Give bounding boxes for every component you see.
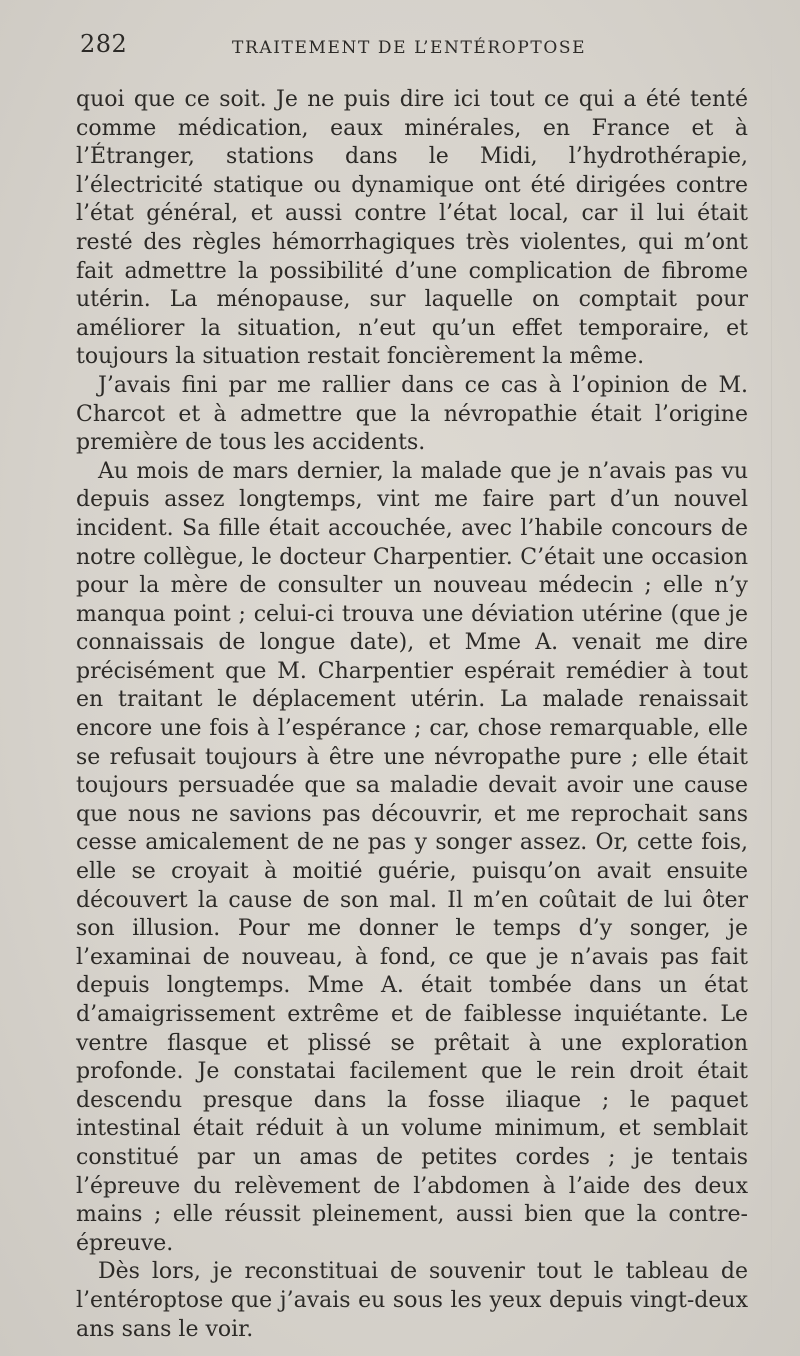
page-fold-shadow [771, 0, 772, 1356]
page-number: 282 [80, 30, 128, 58]
running-title: TRAITEMENT DE L’ENTÉROPTOSE [232, 38, 587, 58]
body-text [76, 86, 748, 1344]
paragraph-4: Dès lors, je reconstituai de souvenir tout le tableau de l’entéroptose que j’avais eu sous les yeux depuis vingt-deux ans sans le voir. [76, 1259, 748, 1342]
paragraph-3: Au mois de mars dernier, la malade que je n’avais pas vu depuis assez longtemps, vint me faire part d’un nouvel incident. Sa fille était accouchée, avec l’habile concours de notre collègue, le docteur Charpentier. C’était une occasion pour la mère de consulter un nouveau médecin ; elle n’y manqua point ; celui-ci trouva une déviation utérine (que je connaissais de longue date), et Mme A. venait me dire précisément que M. Charpentier espérait remédier à tout en traitant le déplacement utérin. La malade renaissait encore une fois à l’espérance ; car, chose remarquable, elle se refusait toujours à être une névropathe pure ; elle était toujours persuadée que sa maladie devait avoir une cause que nous ne savions pas découvrir, et me reprochait sans cesse amicalement de ne pas y songer assez. Or, cette fois, elle se croyait à moitié guérie, puisqu’on avait ensuite découvert la cause de son mal. Il m’en coûtait de lui ôter son illusion. Pour me donner le temps d’y songer, je l’examinai de nouveau, à fond, ce que je n’avais pas fait depuis longtemps. Mme A. était tombée dans un état d’amaigrissement extrême et de faiblesse inquiétante. Le ventre flasque et plissé se prêtait à une exploration profonde. Je constatai facilement que le rein droit était descendu presque dans la fosse iliaque ; le paquet intestinal était réduit à un volume minimum, et semblait constitué par un amas de petites cordes ; je tentais l’épreuve du relèvement de l’abdomen à l’aide des deux mains ; elle réussit pleinement, aussi bien que la contre-épreuve. [76, 458, 748, 1256]
paragraph-1: quoi que ce soit. Je ne puis dire ici tout ce qui a été tenté comme médication, eaux minérales, en France et à l’Étranger, stations dans le Midi, l’hydrothérapie, l’électricité statique ou dynamique ont été dirigées contre l’état général, et aussi contre l’état local, car il lui était resté des règles hémorrhagiques très violentes, qui m’ont fait admettre la possibilité d’une complication de fibrome utérin. La ménopause, sur laquelle on comptait pour améliorer la situation, n’eut qu’un effet temporaire, et toujours la situation restait foncièrement la même. [76, 87, 748, 370]
running-header [80, 30, 740, 66]
paragraph-2: J’avais fini par me rallier dans ce cas à l’opinion de M. Charcot et à admettre que la névropathie était l’origine première de tous les accidents. [76, 372, 748, 456]
